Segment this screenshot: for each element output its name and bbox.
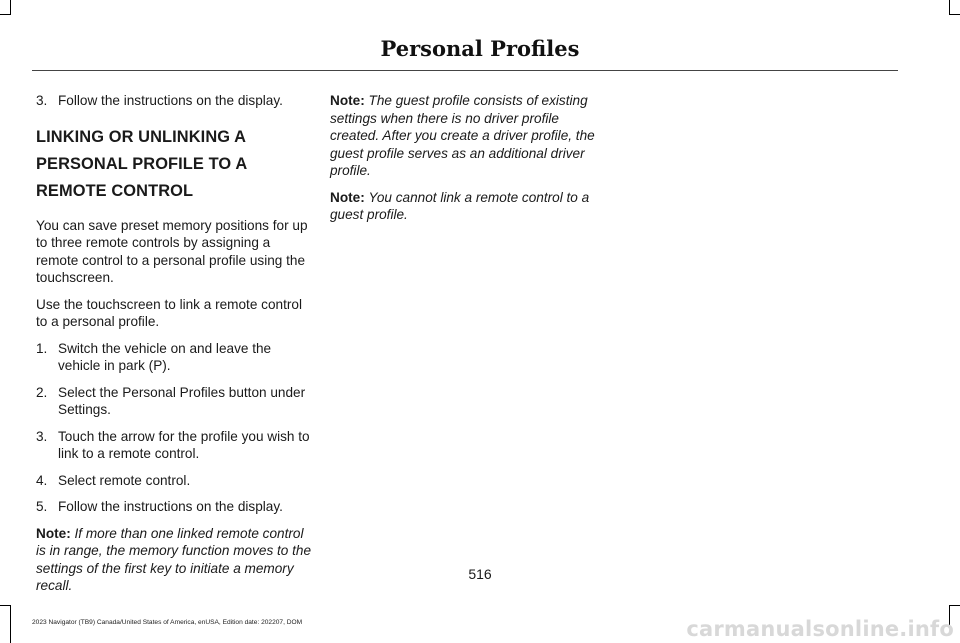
note-text: If more than one linked remote control is in range, the memory function moves to the settings of the first key to initiate a memory recall. [36, 525, 312, 593]
crop-mark-top-left-v [10, 0, 11, 14]
section-heading: LINKING OR UNLINKING A PERSONAL PROFILE TO A REMOTE CONTROL [36, 127, 247, 200]
right-column [330, 92, 606, 233]
step-number: 3. [36, 428, 48, 444]
page-number: 516 [468, 566, 492, 582]
watermark: carmanualsonline.info [686, 617, 954, 641]
note-text: You cannot link a remote control to a guest profile. [330, 189, 590, 222]
page-title: Personal Profiles [380, 36, 580, 61]
step-text: Select remote control. [58, 472, 191, 488]
note-text: The guest profile consists of existing settings when there is no driver profile created. After you create a driver profile, the guest profile serves as an additional driver profile. [330, 93, 595, 178]
step-text: Touch the arrow for the profile you wish to link to a remote control. [58, 428, 310, 461]
note-label: Note: [330, 93, 365, 108]
list-item [36, 92, 312, 110]
note-label: Note: [330, 189, 365, 205]
list-item [36, 384, 312, 419]
crop-mark-top-left-h [0, 14, 11, 15]
step-number: 4. [36, 472, 48, 488]
crop-mark-bottom-right-h [949, 605, 960, 606]
crop-mark-bottom-left-v [10, 605, 11, 643]
note [330, 189, 606, 224]
crop-mark-top-right-h [949, 14, 960, 15]
crop-mark-bottom-left-h [0, 605, 11, 606]
list-item [36, 340, 312, 375]
list-item [36, 498, 312, 516]
step-text: Select the Personal Profiles button under Settings. [58, 384, 306, 417]
step-number: 5. [36, 499, 48, 514]
note [36, 525, 312, 595]
paragraph: Use the touchscreen to link a remote control to a personal profile. [36, 296, 302, 329]
step-number: 3. [36, 93, 48, 108]
list-item [36, 472, 312, 490]
step-number: 1. [36, 340, 48, 356]
paragraph: You can save preset memory positions for up to three remote controls by assigning a remote control to a personal profile using the touchscreen. [36, 217, 308, 285]
crop-mark-top-right-v [949, 0, 950, 14]
note [330, 92, 606, 180]
step-number: 2. [36, 384, 48, 400]
footer-edition-info: 2023 Navigator (TB9) Canada/United States of America, enUSA, Edition date: 202207, DOM [32, 619, 303, 626]
left-column [36, 92, 312, 604]
list-item [36, 428, 312, 463]
step-text: Follow the instructions on the display. [58, 499, 283, 514]
header-divider [32, 70, 898, 71]
note-label: Note: [36, 525, 71, 541]
step-text: Switch the vehicle on and leave the vehicle in park (P). [58, 340, 272, 373]
step-text: Follow the instructions on the display. [58, 93, 283, 108]
